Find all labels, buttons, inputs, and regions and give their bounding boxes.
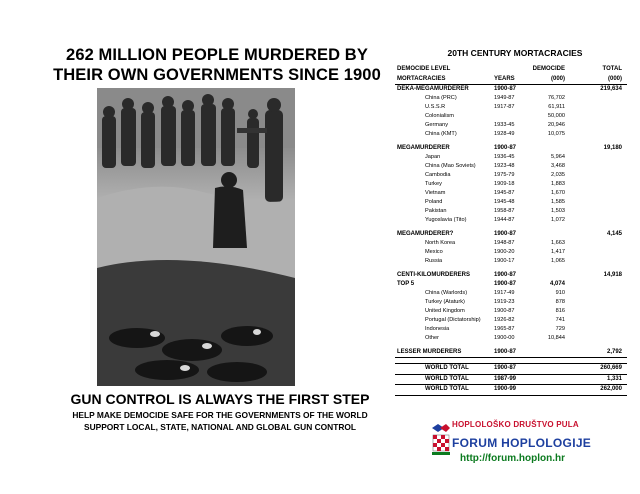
row-name: North Korea bbox=[425, 240, 456, 246]
total-value: 1,331 bbox=[606, 375, 622, 382]
table-row bbox=[395, 94, 627, 103]
row-name: Mexico bbox=[425, 249, 443, 255]
table-row bbox=[395, 334, 627, 343]
table-row bbox=[395, 298, 627, 307]
row-value: 741 bbox=[555, 317, 565, 323]
table-row bbox=[395, 130, 627, 139]
row-years: 1917-87 bbox=[494, 104, 515, 110]
row-years: 1949-87 bbox=[494, 95, 515, 101]
world-total-row bbox=[395, 374, 627, 385]
table-header-row-1 bbox=[395, 64, 627, 74]
group-row bbox=[395, 271, 627, 280]
row-years: 1945-87 bbox=[494, 190, 515, 196]
table-row bbox=[395, 189, 627, 198]
header-total-unit: (000) bbox=[607, 76, 622, 82]
row-value: 729 bbox=[555, 326, 565, 332]
row-value: 816 bbox=[555, 308, 565, 314]
top5-name: TOP 5 bbox=[397, 281, 415, 287]
row-years: 1900-17 bbox=[494, 258, 515, 264]
row-value: 2,035 bbox=[551, 172, 565, 178]
row-years: 1975-79 bbox=[494, 172, 515, 178]
row-name: Portugal (Dictatorship) bbox=[425, 317, 481, 323]
group-years: 1900-87 bbox=[494, 86, 517, 92]
table-row bbox=[395, 239, 627, 248]
row-name: U.S.S.R bbox=[425, 104, 446, 110]
total-value: 260,669 bbox=[600, 365, 622, 371]
table-row bbox=[395, 216, 627, 225]
total-value: 262,000 bbox=[600, 386, 622, 392]
header-mortacracies: MORTACRACIES bbox=[397, 76, 446, 82]
row-years: 1919-23 bbox=[494, 299, 515, 305]
row-name: China (Mao Soviets) bbox=[425, 163, 476, 169]
table-row bbox=[395, 112, 627, 121]
headline-line-1: 262 MILLION PEOPLE MURDERED BY bbox=[66, 46, 368, 64]
logo-forum-name: FORUM HOPLOLOGIJE bbox=[452, 436, 592, 450]
row-value: 3,468 bbox=[551, 163, 565, 169]
table-row bbox=[395, 207, 627, 216]
headline-line-2: THEIR OWN GOVERNMENTS SINCE 1900 bbox=[53, 66, 381, 84]
group-row bbox=[395, 144, 627, 153]
row-name: Poland bbox=[425, 199, 443, 205]
top5-row bbox=[395, 280, 627, 289]
row-value: 910 bbox=[555, 290, 565, 296]
row-value: 10,844 bbox=[547, 335, 565, 341]
historical-photo bbox=[97, 88, 295, 386]
total-years: 1987-99 bbox=[494, 375, 517, 382]
lesser-name: LESSER MURDERERS bbox=[397, 349, 462, 355]
group-name: CENTI-KILOMURDERERS bbox=[397, 272, 470, 278]
total-name: WORLD TOTAL bbox=[425, 386, 469, 392]
row-name: Indonesia bbox=[425, 326, 450, 332]
row-value: 1,065 bbox=[551, 258, 565, 264]
header-democide: DEMOCIDE bbox=[532, 66, 565, 72]
row-name: China (Warlords) bbox=[425, 290, 468, 296]
table-row bbox=[395, 289, 627, 298]
totals-container bbox=[395, 363, 627, 396]
row-value: 50,000 bbox=[547, 113, 565, 119]
lesser-years: 1900-87 bbox=[494, 349, 517, 355]
row-name: China (PRC) bbox=[425, 95, 457, 101]
row-value: 5,964 bbox=[551, 154, 565, 160]
bottom-subtitle-line-1: HELP MAKE DEMOCIDE SAFE FOR THE GOVERNMENTS OF THE WORLD bbox=[72, 410, 368, 420]
bottom-subtitle-line-2: SUPPORT LOCAL, STATE, NATIONAL AND GLOBAL GUN CONTROL bbox=[83, 421, 357, 432]
group-years: 1900-87 bbox=[494, 272, 517, 278]
header-years: YEARS bbox=[494, 76, 515, 82]
group-name: DEKA-MEGAMURDERER bbox=[397, 86, 469, 92]
centi-rows bbox=[395, 289, 627, 343]
table-row bbox=[395, 153, 627, 162]
world-total-row bbox=[395, 363, 627, 374]
row-years: 1900-20 bbox=[494, 249, 515, 255]
table-title: 20TH CENTURY MORTACRACIES bbox=[447, 48, 583, 58]
row-name: Vietnam bbox=[425, 190, 446, 196]
row-years: 1944-87 bbox=[494, 217, 515, 223]
row-name: Germany bbox=[425, 122, 449, 128]
total-years: 1900-87 bbox=[494, 365, 517, 371]
row-name: Yugoslavia (Tito) bbox=[425, 217, 467, 223]
table-row bbox=[395, 103, 627, 112]
row-value: 20,946 bbox=[547, 122, 565, 128]
group-total: 19,180 bbox=[603, 145, 622, 151]
row-years: 1945-48 bbox=[494, 199, 515, 205]
row-name: United Kingdom bbox=[425, 308, 465, 314]
row-value: 1,503 bbox=[551, 208, 565, 214]
mortacracies-table bbox=[395, 64, 627, 396]
row-years: 1928-49 bbox=[494, 131, 515, 137]
row-value: 1,883 bbox=[551, 181, 565, 187]
row-years: 1900-87 bbox=[494, 308, 515, 314]
row-name: Colonialism bbox=[425, 113, 454, 119]
top5-years: 1900-87 bbox=[494, 281, 517, 287]
table-row bbox=[395, 162, 627, 171]
table-row bbox=[395, 180, 627, 189]
forum-logo[interactable] bbox=[430, 420, 630, 490]
top5-value: 4,074 bbox=[549, 281, 565, 287]
logo-url-link[interactable]: http://forum.hoplon.hr bbox=[460, 453, 565, 464]
group-name: MEGAMURDERER? bbox=[397, 231, 454, 237]
row-years: 1936-45 bbox=[494, 154, 515, 160]
group-row bbox=[395, 85, 627, 94]
world-total-row bbox=[395, 384, 627, 396]
lesser-total: 2,792 bbox=[606, 349, 622, 355]
row-value: 1,585 bbox=[551, 199, 565, 205]
row-name: Russia bbox=[425, 258, 443, 264]
table-row bbox=[395, 257, 627, 266]
bottom-subtitle bbox=[30, 410, 410, 433]
table-row bbox=[395, 307, 627, 316]
total-name: WORLD TOTAL bbox=[425, 375, 469, 382]
row-years: 1923-48 bbox=[494, 163, 515, 169]
group-years: 1900-87 bbox=[494, 231, 517, 237]
row-name: China (KMT) bbox=[425, 131, 457, 137]
row-name: Japan bbox=[425, 154, 441, 160]
header-total: TOTAL bbox=[602, 66, 622, 72]
table-row bbox=[395, 121, 627, 130]
row-years: 1965-87 bbox=[494, 326, 515, 332]
table-row bbox=[395, 198, 627, 207]
table-row bbox=[395, 316, 627, 325]
lesser-row bbox=[395, 348, 627, 358]
row-years: 1926-82 bbox=[494, 317, 515, 323]
row-name: Pakistan bbox=[425, 208, 447, 214]
row-value: 1,072 bbox=[551, 217, 565, 223]
group-name: MEGAMURDERER bbox=[397, 145, 450, 151]
groups-container bbox=[395, 85, 627, 271]
group-total: 14,918 bbox=[603, 272, 622, 278]
group-block bbox=[395, 85, 627, 144]
row-value: 76,702 bbox=[547, 95, 565, 101]
row-years: 1917-49 bbox=[494, 290, 515, 296]
row-years: 1948-87 bbox=[494, 240, 515, 246]
group-block bbox=[395, 144, 627, 230]
row-name: Cambodia bbox=[425, 172, 451, 178]
row-value: 878 bbox=[555, 299, 565, 305]
row-value: 1,663 bbox=[551, 240, 565, 246]
row-name: Turkey (Ataturk) bbox=[425, 299, 465, 305]
row-name: Turkey bbox=[425, 181, 442, 187]
headline bbox=[22, 45, 412, 85]
row-value: 10,075 bbox=[547, 131, 565, 137]
total-name: WORLD TOTAL bbox=[425, 365, 469, 371]
group-years: 1900-87 bbox=[494, 145, 517, 151]
table-row bbox=[395, 171, 627, 180]
group-row bbox=[395, 230, 627, 239]
row-years: 1909-18 bbox=[494, 181, 515, 187]
table-header-row-2 bbox=[395, 74, 627, 85]
row-years: 1900-00 bbox=[494, 335, 515, 341]
row-value: 1,670 bbox=[551, 190, 565, 196]
total-years: 1900-99 bbox=[494, 386, 517, 392]
croatian-shield-icon bbox=[430, 422, 452, 456]
group-total: 4,145 bbox=[606, 231, 622, 237]
logo-society-name: HOPLOLOŠKO DRUŠTVO PULA bbox=[452, 420, 579, 429]
header-democide-unit: (000) bbox=[550, 76, 565, 82]
centi-group bbox=[395, 271, 627, 343]
row-value: 1,417 bbox=[551, 249, 565, 255]
photo-scene bbox=[97, 88, 295, 386]
group-total: 219,634 bbox=[600, 86, 622, 92]
table-row bbox=[395, 248, 627, 257]
row-name: Other bbox=[425, 335, 439, 341]
bottom-title: GUN CONTROL IS ALWAYS THE FIRST STEP bbox=[70, 391, 370, 407]
header-level: DEMOCIDE LEVEL bbox=[397, 66, 451, 72]
group-block bbox=[395, 230, 627, 271]
row-years: 1933-45 bbox=[494, 122, 515, 128]
table-row bbox=[395, 325, 627, 334]
row-value: 61,911 bbox=[548, 104, 565, 110]
row-years: 1958-87 bbox=[494, 208, 515, 214]
